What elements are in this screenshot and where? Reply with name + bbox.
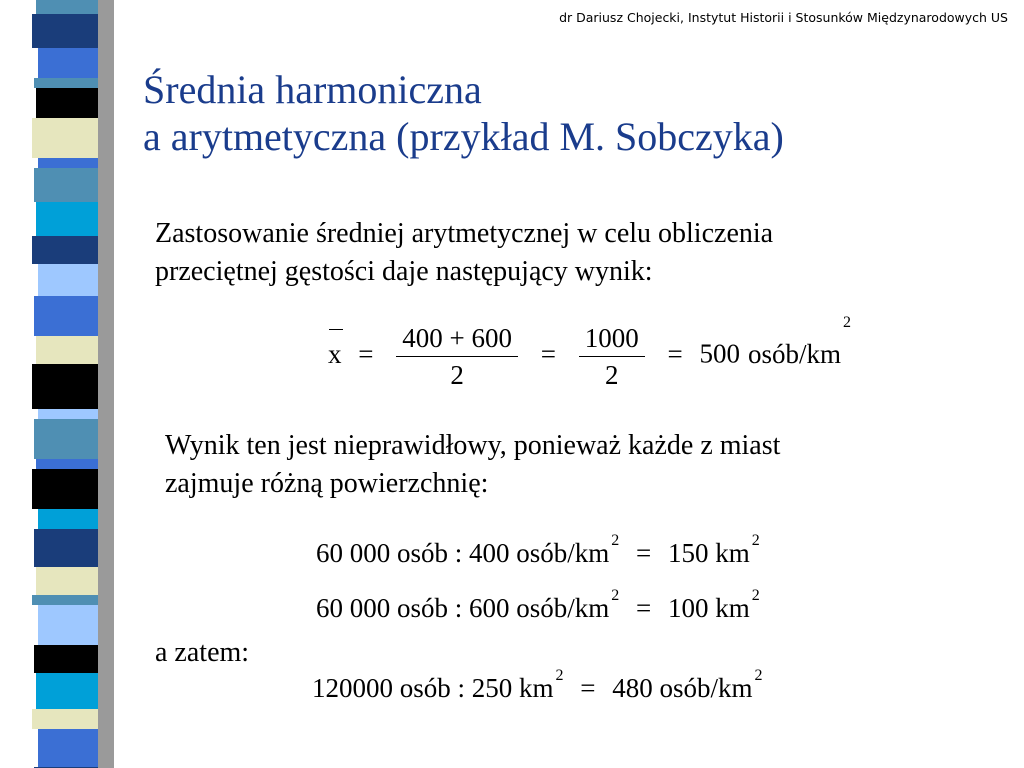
paragraph-wrong-result bbox=[165, 427, 780, 503]
equation-city-area-2 bbox=[316, 587, 760, 624]
stripe-block bbox=[38, 264, 98, 296]
stripe-block bbox=[36, 88, 98, 118]
slide-header-author: dr Dariusz Chojecki, Instytut Historii i Stosunków Międzynarodowych US bbox=[559, 10, 1008, 25]
eq4-rhs: 480 osób/km bbox=[612, 673, 753, 703]
eq1-fraction-2 bbox=[579, 320, 645, 393]
eq1-equals-3: = bbox=[667, 338, 683, 369]
stripe-block bbox=[32, 14, 98, 48]
eq1-exponent: 2 bbox=[842, 314, 851, 331]
stripe-block bbox=[38, 409, 98, 419]
stripe-block bbox=[32, 118, 98, 158]
eq1-denominator-1: 2 bbox=[450, 360, 464, 390]
stripe-block bbox=[38, 509, 98, 529]
title-line-2: a arytmetyczna (przykład M. Sobczyka) bbox=[143, 114, 784, 159]
eq1-numerator-1: 400 + 600 bbox=[396, 320, 518, 357]
eq3-lhs: 60 000 osób : 600 osób/km bbox=[316, 593, 610, 623]
stripe-block bbox=[32, 236, 98, 264]
stripe-block bbox=[38, 158, 98, 168]
eq1-numerator-2: 1000 bbox=[579, 320, 645, 357]
eq4-lhs: 120000 osób : 250 km bbox=[312, 673, 554, 703]
paragraph1-line-1: Zastosowanie średniej arytmetycznej w celu obliczenia bbox=[155, 218, 774, 249]
eq3-exponent-1: 2 bbox=[611, 587, 620, 604]
eq4-exponent-1: 2 bbox=[555, 667, 564, 684]
eq1-fraction-1 bbox=[396, 320, 518, 393]
eq2-lhs: 60 000 osób : 400 osób/km bbox=[316, 538, 610, 568]
stripe-block bbox=[32, 595, 98, 605]
eq1-denominator-2: 2 bbox=[604, 360, 619, 390]
eq3-rhs: 100 km bbox=[668, 593, 750, 623]
eq3-equals: = bbox=[636, 593, 652, 623]
stripe-block bbox=[38, 729, 98, 767]
stripe-block bbox=[32, 364, 98, 409]
stripe-block bbox=[34, 529, 98, 567]
eq2-exponent-2: 2 bbox=[751, 532, 760, 549]
equation-arithmetic-mean bbox=[328, 314, 851, 393]
stripe-block bbox=[34, 419, 98, 459]
paragraph2-line-1: Wynik ten jest nieprawidłowy, ponieważ każde z miast bbox=[165, 430, 781, 461]
paragraph2-line-2: zajmuje różną powierzchnię: bbox=[165, 468, 489, 499]
eq1-result: 500 bbox=[699, 338, 740, 369]
stripe-block bbox=[36, 673, 98, 709]
stripe-block bbox=[36, 567, 98, 595]
eq1-equals-2: = bbox=[540, 338, 556, 369]
stripe-block bbox=[36, 0, 98, 14]
stripe-block bbox=[34, 645, 98, 673]
eq1-variable: x bbox=[328, 339, 342, 370]
stripe-block bbox=[32, 709, 98, 729]
eq1-equals-1: = bbox=[358, 338, 374, 369]
eq3-exponent-2: 2 bbox=[751, 587, 760, 604]
eq1-unit: osób/km bbox=[747, 338, 841, 369]
decorative-stripe bbox=[0, 0, 120, 768]
stripe-block bbox=[36, 336, 98, 364]
stripe-block bbox=[38, 605, 98, 645]
paragraph1-line-2: przeciętnej gęstości daje następujący wynik: bbox=[155, 256, 653, 287]
equation-total-density bbox=[312, 667, 763, 704]
stripe-shadow bbox=[98, 0, 114, 768]
stripe-block bbox=[34, 296, 98, 336]
stripe-block bbox=[32, 469, 98, 509]
stripe-block bbox=[36, 459, 98, 469]
stripe-block bbox=[34, 168, 98, 202]
stripe-block bbox=[38, 48, 98, 78]
eq2-exponent-1: 2 bbox=[611, 532, 620, 549]
eq2-rhs: 150 km bbox=[668, 538, 750, 568]
eq4-exponent-2: 2 bbox=[754, 667, 763, 684]
eq2-equals: = bbox=[636, 538, 652, 568]
title-line-1: Średnia harmoniczna bbox=[143, 67, 482, 112]
stripe-block bbox=[34, 78, 98, 88]
equation-city-area-1 bbox=[316, 532, 760, 569]
paragraph-arithmetic-mean bbox=[155, 215, 773, 291]
conclusion-label: a zatem: bbox=[155, 637, 250, 668]
slide-title bbox=[143, 66, 784, 160]
stripe-block bbox=[36, 202, 98, 236]
eq4-equals: = bbox=[580, 673, 596, 703]
